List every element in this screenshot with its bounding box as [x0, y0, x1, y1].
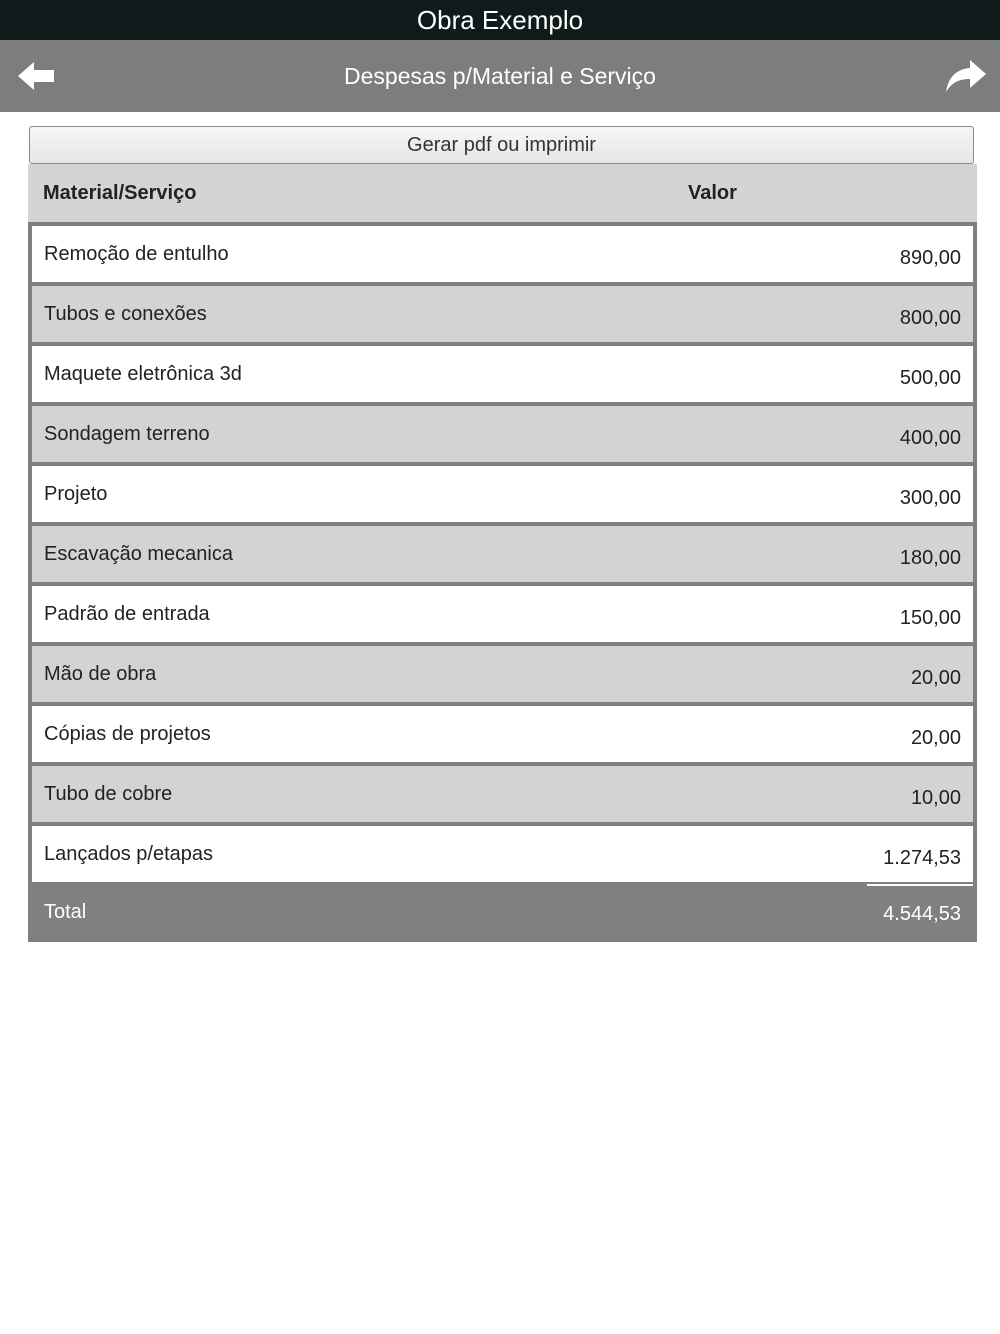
row-name: Projeto: [44, 483, 108, 505]
table-row[interactable]: [32, 226, 973, 282]
row-value: 180,00: [899, 547, 961, 569]
row-name: Tubo de cobre: [44, 783, 173, 805]
total-label: Total: [44, 901, 87, 923]
forward-button[interactable]: [944, 56, 988, 96]
table-row[interactable]: [32, 286, 973, 342]
row-name: Lançados p/etapas: [44, 843, 214, 865]
page-title: Despesas p/Material e Serviço: [344, 63, 656, 89]
column-header-material: Material/Serviço: [43, 182, 197, 204]
app-title-bar: [0, 0, 1000, 40]
row-name: Mão de obra: [44, 663, 157, 685]
row-name: Padrão de entrada: [44, 603, 210, 625]
row-value: 1.274,53: [883, 847, 961, 869]
row-name: Remoção de entulho: [44, 243, 229, 265]
row-value: 500,00: [899, 367, 961, 389]
total-row: [28, 882, 977, 942]
row-value: 400,00: [899, 427, 961, 449]
row-name: Maquete eletrônica 3d: [44, 363, 242, 385]
row-value: 10,00: [910, 787, 961, 809]
table-row[interactable]: [32, 826, 973, 882]
table-row[interactable]: [32, 646, 973, 702]
table-row[interactable]: [32, 706, 973, 762]
total-value: 4.544,53: [883, 903, 961, 925]
table-row[interactable]: [32, 586, 973, 642]
row-name: Tubos e conexões: [44, 303, 207, 325]
row-name: Sondagem terreno: [44, 423, 210, 445]
row-name: Escavação mecanica: [44, 543, 233, 565]
row-value: 150,00: [899, 607, 961, 629]
table-row[interactable]: [32, 406, 973, 462]
row-value: 20,00: [910, 667, 961, 689]
print-pdf-button[interactable]: Gerar pdf ou imprimir: [29, 126, 974, 164]
row-value: 300,00: [899, 487, 961, 509]
report-content: [28, 126, 977, 942]
row-value: 20,00: [910, 727, 961, 749]
app-title: Obra Exemplo: [416, 5, 584, 35]
table-row[interactable]: [32, 466, 973, 522]
expense-table: [28, 222, 977, 882]
share-forward-icon: [944, 56, 988, 96]
table-row[interactable]: [32, 526, 973, 582]
nav-bar: [0, 40, 1000, 112]
row-name: Cópias de projetos: [44, 723, 211, 745]
table-row[interactable]: [32, 766, 973, 822]
column-header-valor: Valor: [688, 182, 737, 204]
table-row[interactable]: [32, 346, 973, 402]
table-header: [28, 164, 977, 222]
row-value: 800,00: [899, 307, 961, 329]
row-value: 890,00: [899, 247, 961, 269]
